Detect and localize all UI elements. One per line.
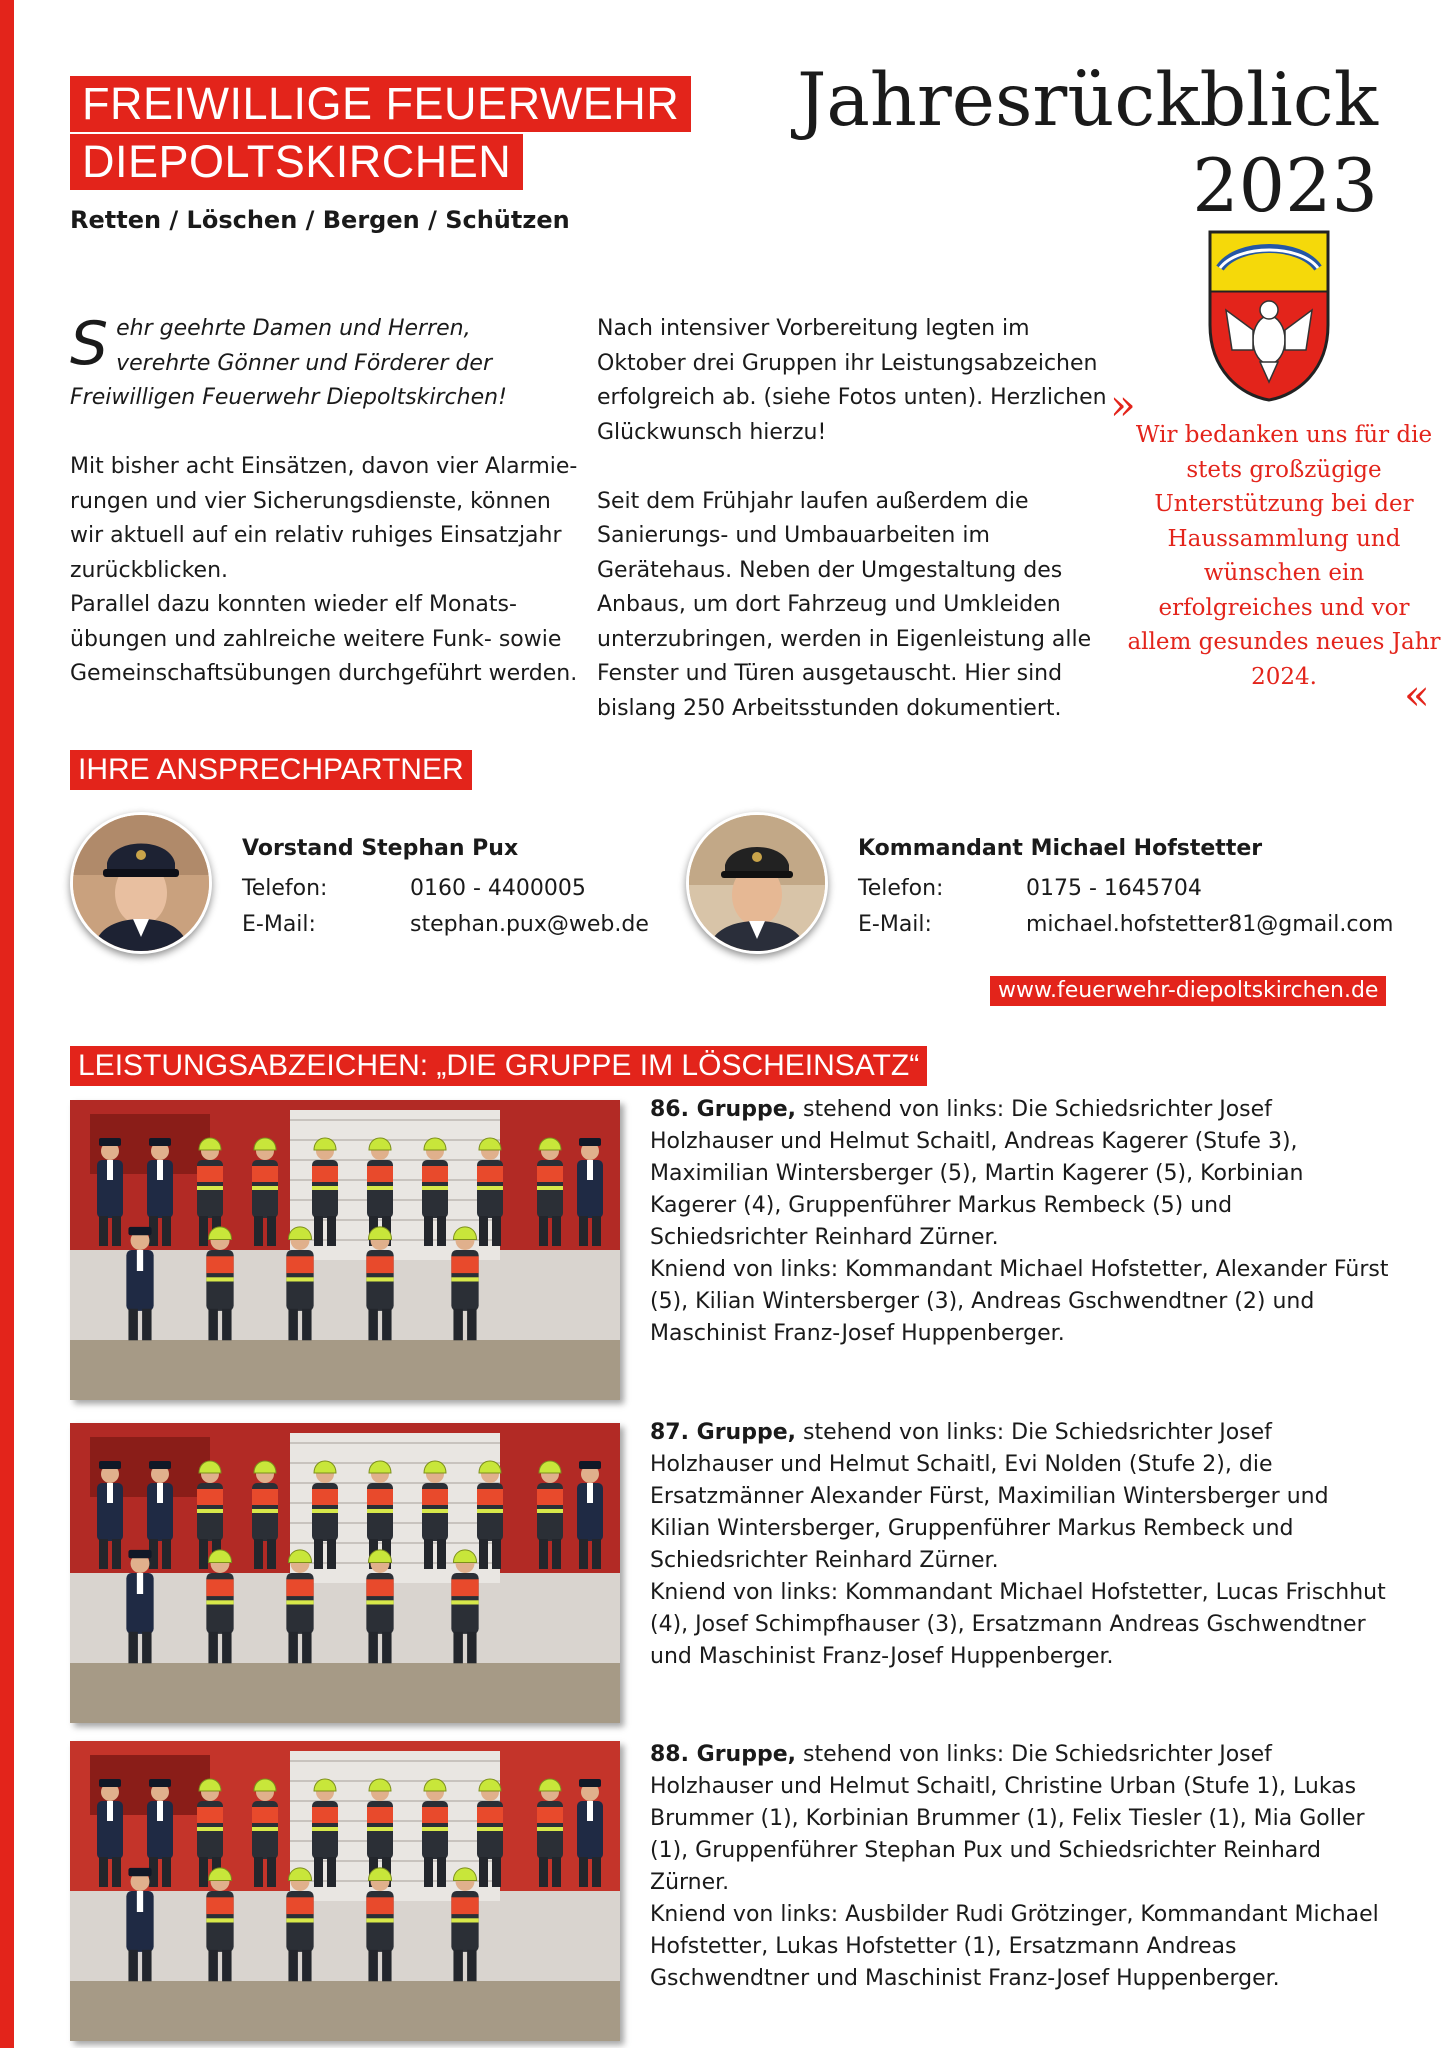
greeting-line-2: verehrte Gönner und Förderer der xyxy=(116,350,493,376)
contact-phone-row xyxy=(858,870,1393,906)
contact-email-row xyxy=(858,906,1393,942)
group-caption-88 xyxy=(650,1739,1390,1995)
org-name-line2: DIEPOLTSKIRCHEN xyxy=(70,134,523,190)
kneeling-text: Kniend von links: Ausbilder Rudi Grötzinger, Kommandant Michael Hofstetter, Lukas Hofstetter (1), Ersatzmann Andreas Gschwendtner und Maschinist Franz-Josef Huppenberger. xyxy=(650,1902,1379,1991)
email-link[interactable]: stephan.pux@web.de xyxy=(410,911,649,937)
badges-heading: LEISTUNGSABZEICHEN: „DIE GRUPPE IM LÖSCHEINSATZ“ xyxy=(70,1046,927,1086)
contact-email-row xyxy=(242,906,649,942)
kneeling-text: Kniend von links: Kommandant Michael Hofstetter, Lucas Frischhut (4), Josef Schimpfhauser (3), Ersatzmann Andreas Gschwendtner und Maschinist Franz-Josef Huppenberger. xyxy=(650,1580,1386,1669)
contacts-heading: IHRE ANSPRECHPARTNER xyxy=(70,750,472,790)
phone-value[interactable]: 0160 - 4400005 xyxy=(410,875,586,901)
intro-paragraph-2: Parallel dazu konnten wieder elf Monats-übungen und zahlreiche weitere Funk- sowie Gemeinschaftsübungen durchgeführt werden. xyxy=(70,592,578,686)
coat-of-arms-icon xyxy=(1208,230,1330,402)
left-accent-bar xyxy=(0,0,14,2048)
email-label: E-Mail: xyxy=(242,911,316,937)
intro-paragraph-1: Mit bisher acht Einsätzen, davon vier Alarmie-rungen und vier Sicherungsdienste, können wir aktuell auf ein relativ ruhiges Einsatzjahr zurückblicken. xyxy=(70,454,578,583)
contact-card-2 xyxy=(858,836,1393,942)
phone-value[interactable]: 0175 - 1645704 xyxy=(1026,875,1202,901)
contact-name: Vorstand Stephan Pux xyxy=(242,836,519,861)
intro-paragraph-4: Seit dem Frühjahr laufen außerdem die Sanierungs- und Umbauarbeiten im Gerätehaus. Neben der Umgestaltung des Anbaus, um dort Fahrzeug und Umkleiden unterzubringen, werden in Eigenleistung alle Fenster und Türen ausgetauscht. Hier sind bislang 250 Arbeitsstunden dokumentiert. xyxy=(597,488,1092,721)
phone-label: Telefon: xyxy=(242,875,328,901)
avatar-stephan-pux xyxy=(70,812,212,954)
quote-open-mark: » xyxy=(1110,380,1136,429)
kneeling-text: Kniend von links: Kommandant Michael Hofstetter, Alexander Fürst (5), Kilian Wintersberger (3), Andreas Gschwendtner (2) und Maschinist Franz-Josef Huppenberger. xyxy=(650,1257,1389,1346)
greeting-line-3: Freiwilligen Feuerwehr Diepoltskirchen! xyxy=(70,385,507,410)
phone-label: Telefon: xyxy=(858,875,944,901)
contact-name: Kommandant Michael Hofstetter xyxy=(858,836,1263,861)
group-caption-87 xyxy=(650,1417,1390,1673)
group-photo-87 xyxy=(70,1423,620,1723)
group-photo-86 xyxy=(70,1100,620,1400)
website-link[interactable]: www.feuerwehr-diepoltskirchen.de xyxy=(990,976,1386,1006)
group-title: 88. Gruppe, xyxy=(650,1742,796,1767)
page-title xyxy=(797,58,1378,230)
email-link[interactable]: michael.hofstetter81@gmail.com xyxy=(1026,911,1394,937)
group-photo-88 xyxy=(70,1741,620,2041)
thank-you-quote: Wir bedanken uns für die stets großzügige Unterstützung bei der Haussammlung und wünschen ein erfolgreiches und vor allem gesundes neues Jahr 2024. xyxy=(1127,422,1441,690)
email-label: E-Mail: xyxy=(858,911,932,937)
title-text: Jahresrückblick xyxy=(797,58,1378,143)
avatar-michael-hofstetter xyxy=(686,812,828,954)
standing-text: 86. Gruppe, stehend von links: Die Schiedsrichter Josef Holzhauser und Helmut Schaitl, Andreas Kagerer (Stufe 3), Maximilian Wintersberger (5), Martin Kagerer (5), Korbinian Kagerer (4), Gruppenführer Markus Rembeck (5) und Schiedsrichter Reinhard Zürner. xyxy=(650,1097,1304,1250)
intro-paragraph-3: Nach intensiver Vorbereitung legten im Oktober drei Gruppen ihr Leistungsabzeichen erfolgreich ab. (siehe Fotos unten). Herzlichen Glückwunsch hierzu! xyxy=(597,316,1107,445)
greeting xyxy=(70,309,582,416)
intro-column-right xyxy=(597,312,1117,726)
contact-phone-row xyxy=(242,870,649,906)
standing-text: 88. Gruppe, stehend von links: Die Schiedsrichter Josef Holzhauser und Helmut Schaitl, Christine Urban (Stufe 1), Lukas Brummer (1), Korbinian Brummer (1), Felix Tiesler (1), Mia Goller (1), Gruppenführer Stephan Pux und Schiedsrichter Reinhard Zürner. xyxy=(650,1742,1365,1895)
org-name-line1: FREIWILLIGE FEUERWEHR xyxy=(70,76,691,132)
contact-card-1 xyxy=(242,836,649,942)
greeting-line-1: ehr geehrte Damen und Herren, xyxy=(116,316,471,341)
standing-text: 87. Gruppe, stehend von links: Die Schiedsrichter Josef Holzhauser und Helmut Schaitl, Evi Nolden (Stufe 2), die Ersatzmänner Alexander Fürst, Maximilian Wintersberger und Kilian Wintersberger, Gruppenführer Markus Rembeck und Schiedsrichter Reinhard Zürner. xyxy=(650,1420,1329,1573)
group-title: 87. Gruppe, xyxy=(650,1420,796,1445)
group-caption-86 xyxy=(650,1094,1390,1350)
quote-close-mark: « xyxy=(1404,670,1430,719)
tagline: Retten / Löschen / Bergen / Schützen xyxy=(70,206,570,234)
dropcap: S xyxy=(70,309,109,379)
title-year: 2023 xyxy=(1192,144,1378,229)
intro-column-left xyxy=(70,309,582,692)
group-title: 86. Gruppe, xyxy=(650,1097,796,1122)
